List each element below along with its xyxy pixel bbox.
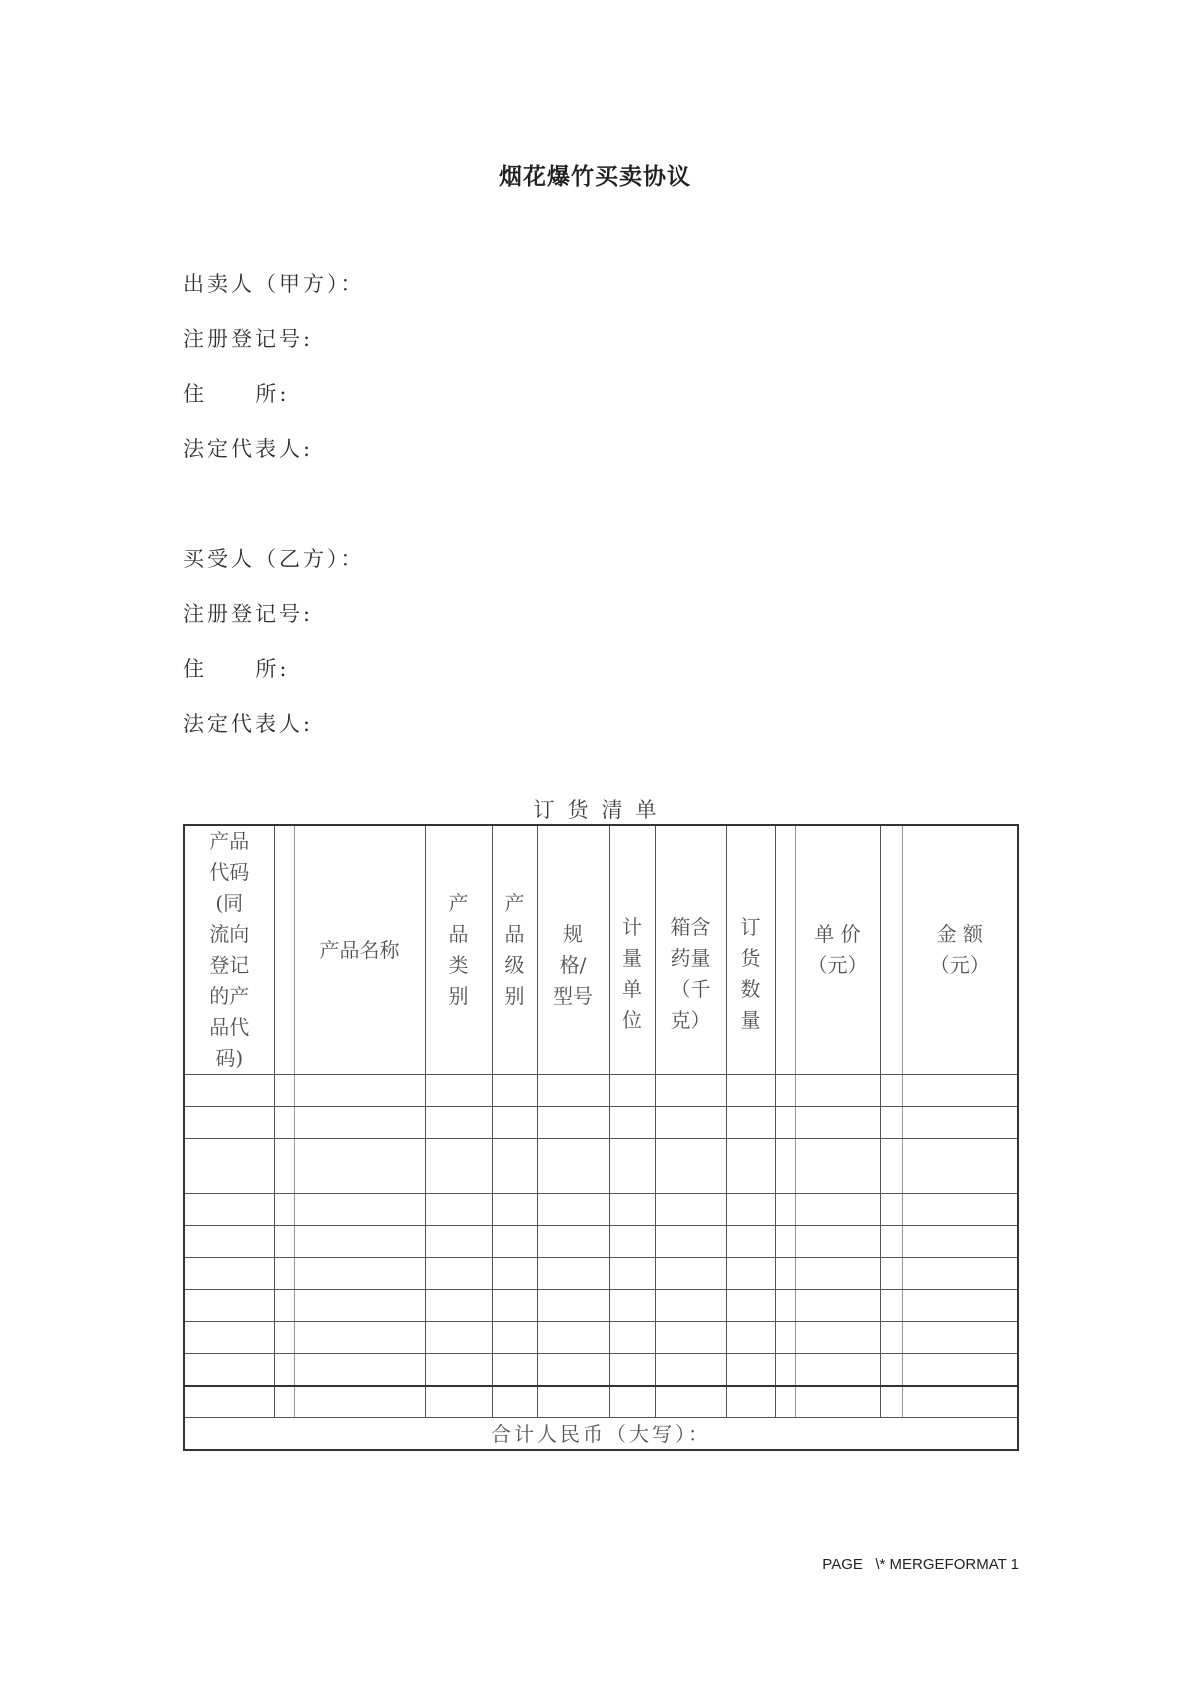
table-header-row bbox=[184, 825, 1018, 1075]
document-title: 烟花爆竹买卖协议 bbox=[499, 163, 691, 190]
total-label: 合计人民币（大写）： bbox=[184, 1418, 1018, 1451]
seller-rep-label: 法定代表人: bbox=[183, 437, 314, 461]
page-footer: PAGE \* MERGEFORMAT 1 bbox=[822, 1556, 1019, 1573]
total-row bbox=[184, 1418, 1018, 1451]
table-row bbox=[184, 1107, 1018, 1139]
seller-reg-label: 注册登记号: bbox=[183, 327, 314, 351]
table-row bbox=[184, 1386, 1018, 1418]
header-product-grade: 产品 级别 bbox=[492, 825, 537, 1075]
header-unit-price: 单 价（元） bbox=[795, 825, 880, 1075]
header-unit: 计量单位 bbox=[609, 825, 655, 1075]
header-product-category: 产品类别 bbox=[425, 825, 492, 1075]
header-spec: 规格/型号 bbox=[537, 825, 609, 1075]
table-row bbox=[184, 1258, 1018, 1290]
table-row bbox=[184, 1354, 1018, 1386]
order-list-title: 订货清单 bbox=[533, 798, 670, 822]
header-amount: 金 额（元） bbox=[902, 825, 1018, 1075]
table-row bbox=[184, 1226, 1018, 1258]
table-row bbox=[184, 1075, 1018, 1107]
table-row bbox=[184, 1194, 1018, 1226]
header-product-name: 产品名称 bbox=[294, 825, 425, 1075]
buyer-rep-label: 法定代表人: bbox=[183, 712, 314, 736]
buyer-reg-label: 注册登记号: bbox=[183, 602, 314, 626]
header-quantity: 订货数量 bbox=[726, 825, 775, 1075]
buyer-address-label: 住 所: bbox=[183, 657, 290, 681]
order-table bbox=[183, 824, 1019, 1451]
table-row bbox=[184, 1322, 1018, 1354]
table-row bbox=[184, 1290, 1018, 1322]
seller-address-label: 住 所: bbox=[183, 382, 290, 406]
buyer-label: 买受人（乙方）： bbox=[183, 547, 365, 571]
header-product-code: 产品代码(同流向登记的产品代码) bbox=[184, 825, 274, 1075]
seller-label: 出卖人（甲方）： bbox=[183, 272, 365, 296]
table-row bbox=[184, 1139, 1018, 1194]
header-charge: 箱含药量（千克） bbox=[655, 825, 726, 1075]
